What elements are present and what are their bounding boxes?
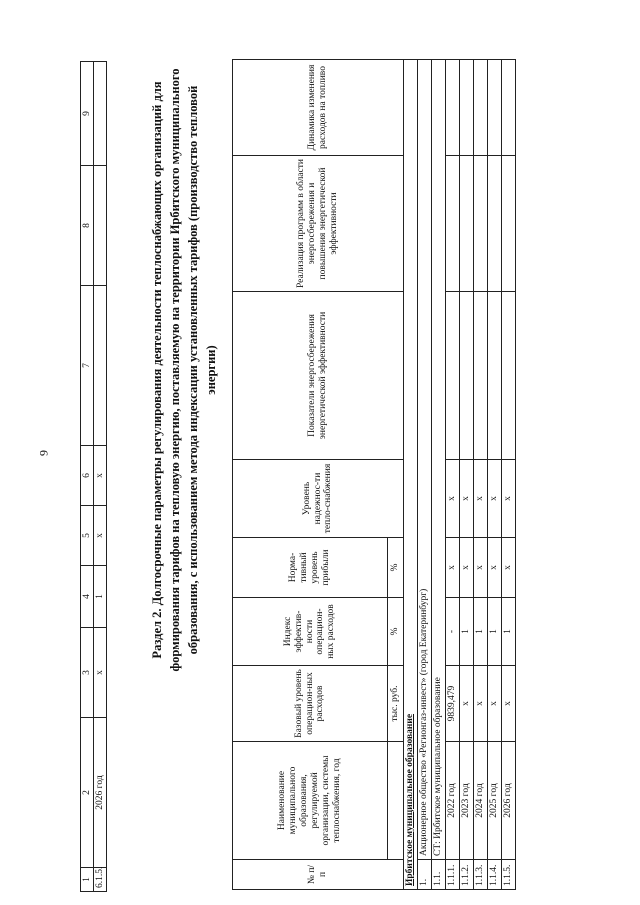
section-title: Раздел 2. Долгосрочные параметры регулирования деятельности теплоснабжающих организаций для формирования тарифов на тепловую энергию, поставляемую на территории Ирбитского муниципального образования, с использованием метода индексации установленных тарифов (производство тепловой энергии) <box>150 68 219 672</box>
continuation-table <box>80 62 107 892</box>
cell <box>473 60 487 156</box>
row-number: 1.1.3. <box>473 860 487 890</box>
table-row <box>431 60 445 890</box>
cell <box>459 156 473 292</box>
cell <box>487 156 501 292</box>
header-cell: 3 <box>81 628 94 718</box>
row-year: 2024 год <box>473 742 487 860</box>
cell <box>501 60 515 156</box>
cell-efficiency-index: 1 <box>473 598 487 666</box>
units-empty <box>388 742 404 860</box>
cell-reliability: х <box>487 460 501 538</box>
cell-efficiency-index: - <box>445 598 459 666</box>
cell-base-opex: 9839,479 <box>445 666 459 742</box>
cell <box>487 292 501 460</box>
cell <box>445 156 459 292</box>
table-row <box>459 60 473 890</box>
header-efficiency-index: Индекс эффектив-ности операцион-ных расходов <box>233 598 388 666</box>
row-number: 1.1.1. <box>445 860 459 890</box>
cell <box>94 62 107 166</box>
cell-profit-level: х <box>501 538 515 598</box>
row-number: 1.1.2. <box>459 860 473 890</box>
cell <box>473 156 487 292</box>
cell <box>487 60 501 156</box>
header-cell: 4 <box>81 566 94 628</box>
units-profit-level: % <box>388 538 404 598</box>
header-reliability: Уровень надежнос-ти тепло-снабжения <box>233 460 404 538</box>
row-year: 2023 год <box>459 742 473 860</box>
cell <box>459 60 473 156</box>
cell-profit-level: х <box>487 538 501 598</box>
header-cell: 7 <box>81 286 94 446</box>
units-efficiency-index: % <box>388 598 404 666</box>
table-row <box>473 60 487 890</box>
cell: х <box>94 628 107 718</box>
header-profit-level: Норма-тивный уровень прибыли <box>233 538 388 598</box>
cell-reliability: х <box>459 460 473 538</box>
cell <box>459 292 473 460</box>
header-cell: 5 <box>81 506 94 566</box>
cell <box>94 166 107 286</box>
row-number: 1.1. <box>431 860 445 890</box>
header-num: № п/п <box>233 860 404 890</box>
table-row <box>417 60 431 890</box>
cell-profit-level: х <box>445 538 459 598</box>
cell <box>445 292 459 460</box>
cell-base-opex: х <box>487 666 501 742</box>
cell <box>94 286 107 446</box>
cell-efficiency-index: 1 <box>501 598 515 666</box>
cell-base-opex: х <box>501 666 515 742</box>
cell-profit-level: х <box>459 538 473 598</box>
table-row <box>445 60 459 890</box>
cell: 1 <box>94 566 107 628</box>
row-year: 2025 год <box>487 742 501 860</box>
row-number: 1.1.5. <box>501 860 515 890</box>
table-row <box>403 60 417 890</box>
cell: х <box>94 446 107 506</box>
municipality-label: Ирбитское муниципальное образование <box>403 60 417 890</box>
continuation-data-row <box>94 62 107 892</box>
continuation-header-row <box>81 62 94 892</box>
cell <box>501 292 515 460</box>
page-number: 9 <box>36 450 51 456</box>
parameters-table <box>232 60 513 890</box>
cell-reliability: х <box>501 460 515 538</box>
cell-reliability: х <box>473 460 487 538</box>
organization-label: Акционерное общество «Регионгаз-инвест» (город Екатеринбург) <box>417 60 431 860</box>
cell-base-opex: х <box>459 666 473 742</box>
header-fuel-dynamics: Динамика изменения расходов на топливо <box>233 60 404 156</box>
units-base-opex: тыс. руб. <box>388 666 404 742</box>
header-cell: 6 <box>81 446 94 506</box>
header-name: Наименование муниципального образования, регулируемой организации, системы теплоснабжения, год <box>233 742 388 860</box>
header-base-opex: Базовый уровень операцион-ных расходов <box>233 666 388 742</box>
cell <box>473 292 487 460</box>
row-year: 2026 год <box>501 742 515 860</box>
header-energy-programs: Реализация программ в области энергосбережения и повышения энергетической эффективности <box>233 156 404 292</box>
row-number: 1. <box>417 860 431 890</box>
row-year: 2022 год <box>445 742 459 860</box>
row-year: 2026 год <box>94 718 107 868</box>
cell: х <box>94 506 107 566</box>
cell-efficiency-index: 1 <box>487 598 501 666</box>
table-row <box>487 60 501 890</box>
row-number: 6.1.5. <box>94 868 107 892</box>
header-energy-indicators: Показатели энергосбережения энергетической эффективности <box>233 292 404 460</box>
cell-profit-level: х <box>473 538 487 598</box>
header-cell: 2 <box>81 718 94 868</box>
system-label: СТ: Ирбитское муниципальное образование <box>431 60 445 860</box>
header-cell: 9 <box>81 62 94 166</box>
header-cell: 8 <box>81 166 94 286</box>
row-number: 1.1.4. <box>487 860 501 890</box>
cell-reliability: х <box>445 460 459 538</box>
cell <box>445 60 459 156</box>
table-row <box>501 60 515 890</box>
header-cell: 1 <box>81 868 94 892</box>
cell-base-opex: х <box>473 666 487 742</box>
cell <box>501 156 515 292</box>
header-row <box>233 60 388 890</box>
cell-efficiency-index: 1 <box>459 598 473 666</box>
